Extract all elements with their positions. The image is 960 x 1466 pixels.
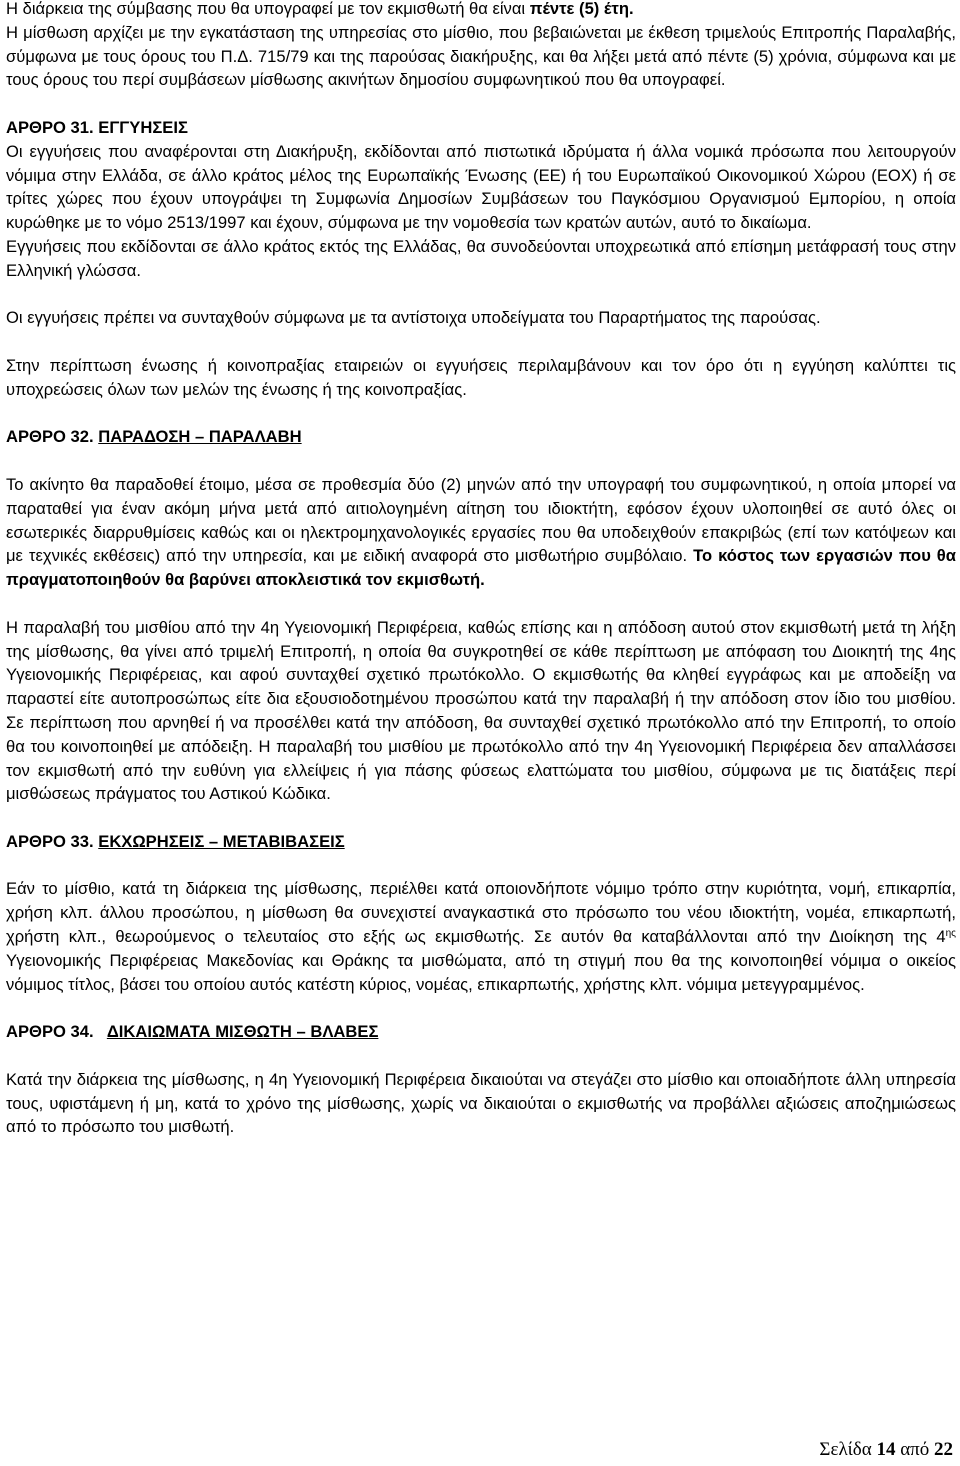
cost-clause: Το κόστος των εργασιών που θα πραγματοποιηθούν θα βαρύνει αποκλειστικά τον εκμισθωτή.	[6, 546, 956, 590]
article-32-heading: ΑΡΘΡΟ 32. ΠΑΡΑΔΟΣΗ – ΠΑΡΑΛΑΒΗ	[6, 427, 302, 447]
article-31-paragraph: Οι εγγυήσεις που αναφέρονται στη Διακήρυξη, εκδίδονται από πιστωτικά ιδρύματα ή άλλα νομικά πρόσωπα που λειτουργούν νόμιμα στην Ελλάδα, σε άλλο κράτος μέλος της Ευρωπαϊκής Ένωσης (ΕΕ) ή του Ευρωπαϊκού Οικονομικού Χώρου (ΕΟΧ) ή σε τρίτες χώρες που έχουν υπογράψει τη Συμφωνία Δημοσίων Συμβάσεων του Παγκόσμιου Οργανισμού Εμπορίου, η οποία κυρώθηκε με το νόμο 2513/1997 και έχουν, σύμφωνα με την νομοθεσία των κρατών αυτών, αυτό το δικαίωμα.	[6, 141, 956, 233]
article-31-heading: ΑΡΘΡΟ 31. ΕΓΓΥΗΣΕΙΣ	[6, 117, 188, 137]
article-33-paragraph: Εάν το μίσθιο, κατά τη διάρκεια της μίσθωσης, περιέλθει κατά οποιονδήποτε νόμιμο τρόπο στην κυριότητα, νομή, επικαρπία, χρήση κλπ. άλλου προσώπου, η μίσθωση θα συνεχιστεί αναγκαστικά στο πρόσωπο του νέου ιδιοκτήτη, νομέα, επικαρπωτή, χρήστη κλπ., θεωρούμενος ο τελευταίος στο εξής ως εκμισθωτής. Σε αυτόν θα καταβάλλονται από την Διοίκηση της $4^{\eta\varsigma}$ Υγειονομικής Περιφέρειας Μακεδονίας και Θράκης τα μισθώματα, από τη στιγμή που θα της κοινοποιηθεί νόμιμα ο οικείος νόμιμος τίτλος, βάσει του οποίου αυτός κατέστη κύριος, νομέας, επικαρπωτής, χρήστης κλπ. νόμιμα μετεγγραμμένος.	[6, 879, 956, 994]
duration-line: Η διάρκεια της σύμβασης που θα υπογραφεί με τον εκμισθωτή θα είναι πέντε (5) έτη.	[6, 0, 634, 18]
article-34-paragraph: Κατά την διάρκεια της μίσθωσης, η 4η Υγειονομική Περιφέρεια δικαιούται να στεγάζει στο μίσθιο και οποιαδήποτε άλλη υπηρεσία τους, υφιστάμενη ή μη, κατά το χρόνο της μίσθωσης, χωρίς να δικαιούται ο εκμισθωτής να προβάλλει αξιώσεις αποζημιώσεως από το πρόσωπο του μισθωτή.	[6, 1069, 956, 1137]
current-page: 14	[876, 1439, 896, 1460]
article-31-paragraph: Οι εγγυήσεις πρέπει να συνταχθούν σύμφωνα με τα αντίστοιχα υποδείγματα του Παραρτήματος της παρούσας.	[6, 308, 821, 328]
total-pages: 22	[934, 1439, 953, 1460]
article-32-paragraph: Το ακίνητο θα παραδοθεί έτοιμο, μέσα σε προθεσμία δύο (2) μηνών από την υπογραφή του συμφωνητικού, η οποία μπορεί να παραταθεί για έναν ακόμη μήνα μετά από αιτιολογημένη αίτηση του ιδιοκτήτη, εφόσον έχουν υλοποιηθεί σε αυτό όλες οι εσωτερικές διαρρυθμίσεις καθώς και οι ηλεκτρομηχανολογικές εργασίες που θα υποδειχθούν επακριβώς (επί των κατόψεων και με τεχνικές εκθέσεις) από την υπηρεσία, και με ειδική αναφορά στο μισθωτήριο συμβόλαιο. Το κόστος των εργασιών που θα πραγματοποιηθούν θα βαρύνει αποκλειστικά τον εκμισθωτή.	[6, 474, 956, 590]
article-33-heading: ΑΡΘΡΟ 33. ΕΚΧΩΡΗΣΕΙΣ – ΜΕΤΑΒΙΒΑΣΕΙΣ	[6, 831, 345, 851]
duration-value: πέντε (5) έτη.	[529, 0, 634, 18]
page-number: Σελίδα 14 από 22	[819, 1439, 953, 1460]
article-31-paragraph: Στην περίπτωση ένωσης ή κοινοπραξίας εταιρειών οι εγγυήσεις περιλαμβάνουν και τον όρο ότι η εγγύηση καλύπτει τις υποχρεώσεις όλων των μελών της ένωσης ή της κοινοπραξίας.	[6, 355, 956, 399]
document-page	[6, 0, 956, 1139]
lease-start-paragraph: Η μίσθωση αρχίζει με την εγκατάσταση της υπηρεσίας στο μίσθιο, που βεβαιώνεται με έκθεση τριμελούς Επιτροπής Παραλαβής, σύμφωνα με τους όρους του Π.Δ. 715/79 και της παρούσας διακήρυξης, και θα λήξει μετά από πέντε (5) χρόνια, σύμφωνα και με τους όρους του περί συμβάσεων μίσθωσης ακινήτων δημοσίου συμφωνητικού που θα υπογραφεί.	[6, 22, 956, 90]
article-31-paragraph: Εγγυήσεις που εκδίδονται σε άλλο κράτος εκτός της Ελλάδας, θα συνοδεύονται υποχρεωτικά από επίσημη μετάφρασή τους στην Ελληνική γλώσσα.	[6, 236, 956, 280]
article-34-heading: ΑΡΘΡΟ 34. ΔΙΚΑΙΩΜΑΤΑ ΜΙΣΘΩΤΗ – ΒΛΑΒΕΣ	[6, 1022, 379, 1042]
article-32-paragraph: Η παραλαβή του μισθίου από την 4η Υγειονομική Περιφέρεια, καθώς επίσης και η απόδοση αυτού στον εκμισθωτή μετά τη λήξη της μίσθωσης, θα γίνει από τριμελή Επιτροπή, η οποία θα συγκροτηθεί σε κάθε περίπτωση με απόφαση του Διοικητή της 4ης Υγειονομικής Περιφέρειας, και αφού συνταχθεί σχετικό πρωτόκολλο. Ο εκμισθωτής θα κληθεί εγγράφως και με αποδείξη να παραστεί είτε αυτοπροσώπως είτε δια εξουσιοδοτημένου προσώπου κατά την παραλαβή ή την απόδοση στον ίδιο του μισθίου. Σε περίπτωση που αρνηθεί ή να προσέλθει κατά την απόδοση, θα συνταχθεί σχετικό πρωτόκολλο από την Επιτροπή, το οποίο θα του κοινοποιηθεί με απόδειξη. Η παραλαβή του μισθίου με πρωτόκολλο από την 4η Υγειονομική Περιφέρεια δεν απαλλάσσει τον εκμισθωτή από την ευθύνη για ελλείψεις ή για πάσης φύσεως ελαττώματα του μισθίου, σύμφωνα με τις διατάξεις περί μισθώσεως πράγματος του Αστικού Κώδικα.	[6, 617, 956, 804]
